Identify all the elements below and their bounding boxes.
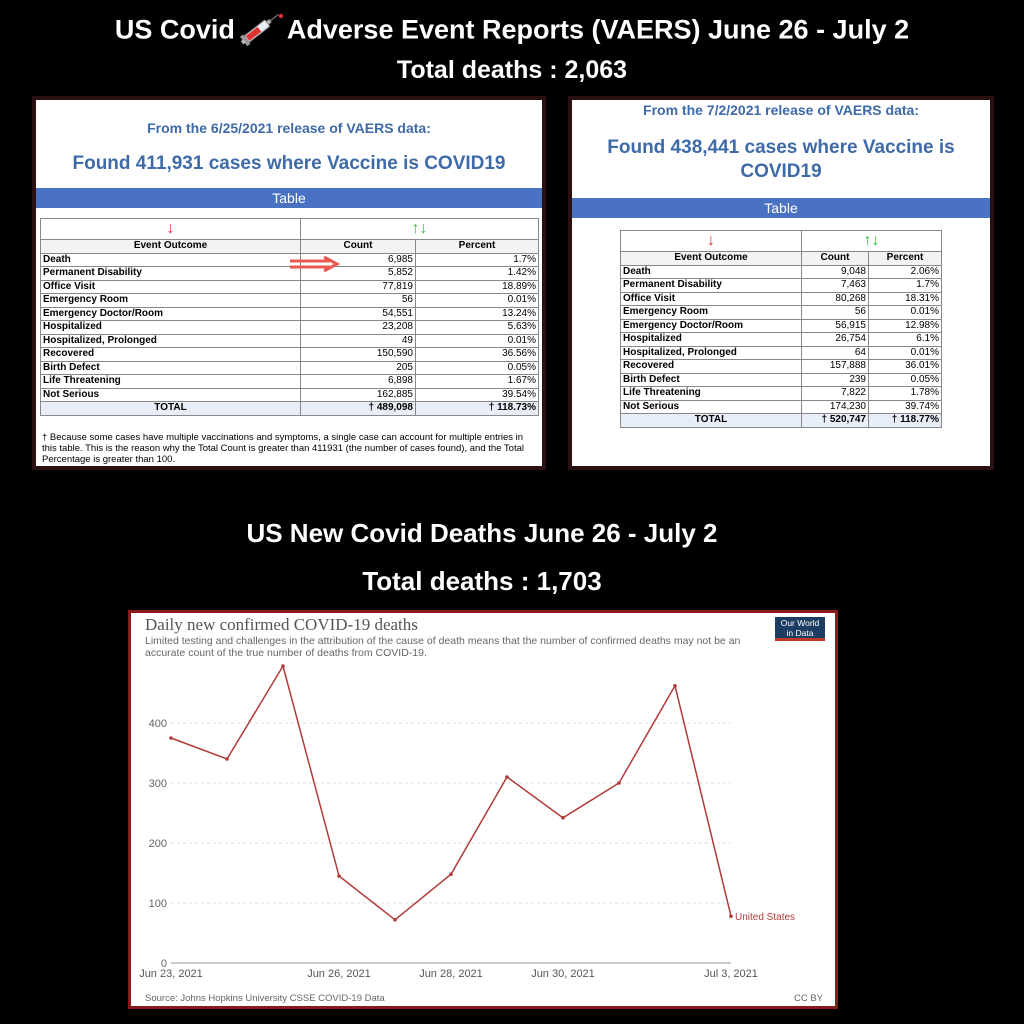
right-row-percent: 6.1% [869,333,942,347]
title-left: US Covid [114,14,235,45]
left-row-count: 150,590 [301,348,416,362]
left-row-count: 162,885 [301,388,416,402]
left-row-label: Not Serious [41,388,301,402]
right-row-count: 64 [802,346,869,360]
data-point [617,781,621,785]
left-row-percent: 39.54% [416,388,539,402]
left-row-percent: 1.42% [416,267,539,281]
left-table-row [41,361,539,375]
right-table-row [621,265,942,279]
x-tick-label: Jun 26, 2021 [307,968,371,980]
right-sort-updown-icon[interactable]: ↑↓ [802,231,942,252]
chart-subtitle: Limited testing and challenges in the attribution of the cause of death means that the number of confirmed deaths may not be an accurate count of the true number of deaths from COVID-19. [145,635,741,659]
left-table-row [41,348,539,362]
left-row-percent: 0.01% [416,294,539,308]
y-tick-label: 100 [148,898,167,910]
data-point [393,918,397,922]
left-release-text: From the 6/25/2021 release of VAERS data: [147,120,431,136]
right-row-percent: 39.74% [869,400,942,414]
right-table-row [621,292,942,306]
left-vaers-table [40,218,539,416]
vaers-title [0,10,1024,53]
right-row-percent: 1.78% [869,387,942,401]
data-point [561,816,565,820]
data-point [729,914,733,918]
right-col-percent: Percent [869,252,942,266]
right-table-row [621,400,942,414]
left-row-count: 5,852 [301,267,416,281]
x-tick-label: Jun 30, 2021 [531,968,595,980]
data-point [281,664,285,668]
left-row-count: 54,551 [301,307,416,321]
data-point [169,736,173,740]
deaths-total: Total deaths : 1,703 [362,566,602,596]
left-row-percent: 1.7% [416,253,539,267]
left-row-label: Hospitalized [41,321,301,335]
left-sort-down-icon[interactable]: ↓ [41,219,301,240]
y-tick-label: 300 [148,778,167,790]
left-row-percent: 0.05% [416,361,539,375]
chart-title: Daily new confirmed COVID-19 deaths [145,615,418,634]
left-row-label: Permanent Disability [41,267,301,281]
left-row-percent: 1.67% [416,375,539,389]
right-row-percent: 18.31% [869,292,942,306]
right-row-percent: 0.01% [869,306,942,320]
owid-logo-line2: in Data [786,628,814,638]
left-row-count: 6,985 [301,253,416,267]
right-total-percent: † 118.77% [869,414,942,428]
right-table-row [621,373,942,387]
right-row-label: Death [621,265,802,279]
left-row-percent: 5.63% [416,321,539,335]
left-found-text: Found 411,931 cases where Vaccine is COVID19 [72,153,506,174]
left-row-label: Office Visit [41,280,301,294]
right-row-label: Permanent Disability [621,279,802,293]
right-row-label: Emergency Room [621,306,802,320]
right-row-label: Office Visit [621,292,802,306]
x-tick-label: Jul 3, 2021 [704,968,758,980]
left-table-row [41,280,539,294]
data-point [337,874,341,878]
right-table-row [621,360,942,374]
left-col-event: Event Outcome [41,240,301,254]
left-footnote: † Because some cases have multiple vaccinations and symptoms, a single case can account for multiple entries in this table. This is the reason why the Total Count is greater than 411931 (the number of cases found), and the Total Percentage is greater than 100. [42,432,524,465]
title-right: Adverse Event Reports (VAERS) June 26 - July 2 [286,14,910,45]
series-line [171,666,731,920]
owid-logo-line1: Our World [780,618,820,628]
data-point [449,872,453,876]
left-table-row [41,334,539,348]
y-tick-label: 0 [160,958,167,970]
data-point [505,775,509,779]
right-row-label: Hospitalized, Prolonged [621,346,802,360]
right-row-label: Not Serious [621,400,802,414]
right-table-bar: Table [572,198,990,218]
left-col-percent: Percent [416,240,539,254]
deaths-chart [128,610,838,1009]
right-row-percent: 36.01% [869,360,942,374]
right-row-count: 174,230 [802,400,869,414]
data-point [673,684,677,688]
left-total-percent: † 118.73% [416,402,539,416]
right-vaers-panel [568,96,994,470]
left-row-label: Recovered [41,348,301,362]
deaths-title: US New Covid Deaths June 26 - July 2 [246,518,718,548]
right-row-count: 157,888 [802,360,869,374]
right-col-event: Event Outcome [621,252,802,266]
left-row-count: 77,819 [301,280,416,294]
left-row-percent: 36.56% [416,348,539,362]
right-table-row [621,346,942,360]
right-row-label: Emergency Doctor/Room [621,319,802,333]
right-row-count: 239 [802,373,869,387]
owid-logo[interactable] [775,617,825,641]
left-row-label: Emergency Room [41,294,301,308]
left-table-bar: Table [36,188,542,208]
y-tick-label: 200 [148,838,167,850]
left-table-row [41,294,539,308]
right-row-count: 9,048 [802,265,869,279]
right-row-count: 80,268 [802,292,869,306]
left-col-count: Count [301,240,416,254]
right-row-percent: 0.05% [869,373,942,387]
right-row-percent: 1.7% [869,279,942,293]
left-row-label: Emergency Doctor/Room [41,307,301,321]
right-table-row [621,319,942,333]
left-row-count: 23,208 [301,321,416,335]
left-table-row [41,388,539,402]
chart-plot [131,653,835,991]
left-table-row [41,375,539,389]
right-row-label: Hospitalized [621,333,802,347]
right-row-count: 56,915 [802,319,869,333]
right-row-percent: 0.01% [869,346,942,360]
syringe-icon [237,10,285,53]
left-row-count: 205 [301,361,416,375]
x-tick-label: Jun 23, 2021 [139,968,203,980]
left-table-row [41,307,539,321]
right-row-count: 7,822 [802,387,869,401]
left-total-count: † 489,098 [301,402,416,416]
right-table-row [621,387,942,401]
right-row-count: 26,754 [802,333,869,347]
left-row-label: Life Threatening [41,375,301,389]
right-row-percent: 2.06% [869,265,942,279]
left-row-count: 56 [301,294,416,308]
left-row-percent: 18.89% [416,280,539,294]
left-row-percent: 0.01% [416,334,539,348]
left-table-row [41,321,539,335]
right-table-row [621,279,942,293]
right-row-percent: 12.98% [869,319,942,333]
vaers-total-deaths: Total deaths : 2,063 [396,56,628,84]
right-row-label: Life Threatening [621,387,802,401]
right-row-count: 7,463 [802,279,869,293]
right-release-text: From the 7/2/2021 release of VAERS data: [643,102,919,118]
left-sort-updown-icon[interactable]: ↑↓ [301,219,539,240]
right-row-label: Birth Defect [621,373,802,387]
left-row-label: Birth Defect [41,361,301,375]
left-row-label: Death [41,253,301,267]
right-sort-down-icon[interactable]: ↓ [621,231,802,252]
left-row-count: 6,898 [301,375,416,389]
x-tick-label: Jun 28, 2021 [419,968,483,980]
right-found-text: Found 438,441 cases where Vaccine is COVID19 [607,137,955,182]
data-point [225,757,229,761]
left-row-count: 49 [301,334,416,348]
left-row-label: Hospitalized, Prolonged [41,334,301,348]
right-row-label: Recovered [621,360,802,374]
y-tick-label: 400 [148,718,167,730]
right-table-row [621,306,942,320]
chart-source: Source: Johns Hopkins University CSSE COVID-19 Data [145,993,385,1004]
right-total-count: † 520,747 [802,414,869,428]
left-vaers-panel [32,96,546,470]
red-arrow-icon [288,256,340,272]
chart-license: CC BY [793,993,823,1004]
right-col-count: Count [802,252,869,266]
right-row-count: 56 [802,306,869,320]
right-total-label: TOTAL [621,414,802,428]
right-table-row [621,333,942,347]
series-label: United States [735,912,796,924]
left-total-label: TOTAL [41,402,301,416]
left-row-percent: 13.24% [416,307,539,321]
right-vaers-table [620,230,942,428]
